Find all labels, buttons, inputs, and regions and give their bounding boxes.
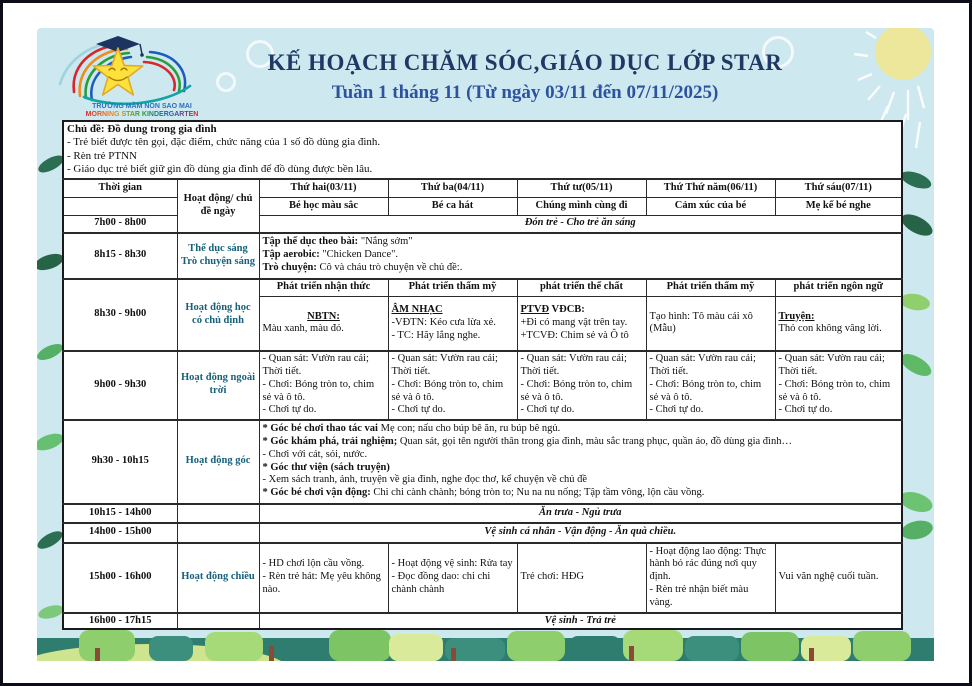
time-slot: 7h00 - 8h00 <box>63 216 177 233</box>
time-slot: 9h00 - 9h30 <box>63 351 177 420</box>
day-topic-thursday: Cảm xúc của bé <box>646 198 775 216</box>
outdoor-friday: - Quan sát: Vườn rau cải; Thời tiết. - Chơi: Bóng tròn to, chim sẻ và ô tô. - Chơi tự do. <box>775 351 902 420</box>
theme-name: Đồ dung trong gia đình <box>107 123 217 135</box>
activity-column-header: Hoạt động/ chủ đề ngày <box>177 179 259 233</box>
day-header-monday: Thứ hai(03/11) <box>259 179 388 198</box>
day-header-tuesday: Thứ ba(04/11) <box>388 179 517 198</box>
activity-label: Hoạt động học có chủ định <box>177 279 259 351</box>
day-topic-monday: Bé học màu sắc <box>259 198 388 216</box>
day-header-wednesday: Thứ tư(05/11) <box>517 179 646 198</box>
afternoon-tuesday: - Hoạt động vệ sinh: Rửa tay - Đọc đồng dao: chi chi chành chành <box>388 543 517 613</box>
domain-header: phát triển thể chất <box>517 279 646 297</box>
lesson-monday: NBTN: Màu xanh, màu đỏ. <box>259 297 388 351</box>
header-titles <box>230 50 820 104</box>
time-slot: 14h00 - 15h00 <box>63 523 177 543</box>
lunch-nap-cell: Ăn trưa - Ngủ trưa <box>259 504 902 523</box>
leaf-decoration-right <box>900 120 934 625</box>
empty-cell <box>177 613 259 630</box>
afternoon-wednesday: Trẻ chơi: HĐG <box>517 543 646 613</box>
activity-label: Hoạt động ngoài trời <box>177 351 259 420</box>
theme-goal: - Trẻ biết được tên gọi, đặc điểm, chức năng của 1 số đồ dùng gia đình. <box>67 136 381 149</box>
time-column-header: Thời gian <box>63 179 177 198</box>
afternoon-thursday: - Hoạt động lao động: Thực hành bỏ rác đúng nơi quy định. - Rèn trẻ nhận biết màu vàng. <box>646 543 775 613</box>
morning-exercise-cell: Tập thể dục theo bài: "Nắng sớm" Tập aerobic: "Chicken Dance". Trò chuyện: Cô và cháu trò chuyện về chủ đề:. <box>259 233 902 279</box>
time-slot: 10h15 - 14h00 <box>63 504 177 523</box>
time-slot: 16h00 - 17h15 <box>63 613 177 630</box>
empty-cell <box>177 523 259 543</box>
outdoor-thursday: - Quan sát: Vườn rau cải; Thời tiết. - Chơi: Bóng tròn to, chim sẻ và ô tô. - Chơi tự do. <box>646 351 775 420</box>
time-slot: 8h15 - 8h30 <box>63 233 177 279</box>
afternoon-friday: Vui văn nghệ cuối tuần. <box>775 543 902 613</box>
outdoor-wednesday: - Quan sát: Vườn rau cải; Thời tiết. - Chơi: Bóng tròn to, chim sẻ và ô tô. - Chơi tự do. <box>517 351 646 420</box>
day-header-thursday: Thứ Thứ năm(06/11) <box>646 179 775 198</box>
day-topic-tuesday: Bé ca hát <box>388 198 517 216</box>
domain-header: Phát triển thẩm mỹ <box>646 279 775 297</box>
activity-label: Thể dục sáng Trò chuyện sáng <box>177 233 259 279</box>
time-slot: 15h00 - 16h00 <box>63 543 177 613</box>
play-corners-cell: * Góc bé chơi thao tác vai Mẹ con; nấu cho búp bê ăn, ru búp bê ngủ. * Góc khám phá, trải nghiệm; Quan sát, gọi tên người thân trong gia đình, màu sắc trang phục, quần áo, đồ dùng gia đình… - Chơi với cát, sỏi, nước. * Góc thư viện (sách truyện) - Xem sách tranh, ảnh, truyện về gia đình, nghe đọc thơ, kể chuyện về chủ đề * Góc bé chơi vận động: Chi chi cành chành; bóng tròn to; Nu na nu nống; Tập tầm vông, lộn cầu vồng. <box>259 420 902 504</box>
domain-header: Phát triển thẩm mỹ <box>388 279 517 297</box>
theme-goal: - Rèn trẻ PTNN <box>67 149 137 162</box>
day-header-friday: Thứ sáu(07/11) <box>775 179 902 198</box>
school-name-vietnamese: TRƯỜNG MẦM NON SAO MAI <box>92 103 192 110</box>
page-title: KẾ HOẠCH CHĂM SÓC,GIÁO DỤC LỚP STAR <box>267 50 783 75</box>
empty-cell <box>63 198 177 216</box>
arrival-activity: Đón trẻ - Cho trẻ ăn sáng <box>259 216 902 233</box>
forest-landscape <box>37 626 934 661</box>
day-topic-wednesday: Chúng mình cùng đi <box>517 198 646 216</box>
theme-label: Chủ đề: <box>67 123 105 135</box>
afternoon-monday: - HD chơi lộn cầu vồng. - Rèn trẻ hát: Mẹ yêu không nào. <box>259 543 388 613</box>
activity-label: Hoạt động chiều <box>177 543 259 613</box>
weekly-schedule-table <box>62 120 903 630</box>
domain-header: Phát triển nhận thức <box>259 279 388 297</box>
lesson-wednesday: PTVĐ VĐCB: +Đi có mang vật trên tay. +TCVĐ: Chim sẻ và Ô tô <box>517 297 646 351</box>
school-logo <box>52 34 232 120</box>
leaf-decoration-left <box>37 120 63 625</box>
domain-header: phát triển ngôn ngữ <box>775 279 902 297</box>
lesson-friday: Truyện: Thỏ con không vâng lời. <box>775 297 902 351</box>
theme-block <box>63 121 902 179</box>
dismissal-cell: Vệ sinh - Trả trẻ <box>259 613 902 630</box>
theme-goal: - Giáo dục trẻ biết giữ gìn đồ dùng gia đình để đồ dùng được bền lâu. <box>67 163 373 176</box>
time-slot: 8h30 - 9h00 <box>63 279 177 351</box>
school-name-english: MORNING STAR KINDERGARTEN <box>85 111 199 118</box>
day-topic-friday: Mẹ kể bé nghe <box>775 198 902 216</box>
page-subtitle: Tuần 1 tháng 11 (Từ ngày 03/11 đến 07/11/2025) <box>331 82 719 103</box>
time-slot: 9h30 - 10h15 <box>63 420 177 504</box>
activity-label: Hoạt động góc <box>177 420 259 504</box>
lesson-thursday: Tạo hình: Tô màu cái xô (Mẫu) <box>646 297 775 351</box>
lesson-tuesday: ÂM NHẠC -VĐTN: Kéo cưa lừa xẻ. - TC: Hãy lắng nghe. <box>388 297 517 351</box>
outdoor-tuesday: - Quan sát: Vườn rau cải; Thời tiết. - Chơi: Bóng tròn to, chim sẻ và ô tô. - Chơi tự do. <box>388 351 517 420</box>
hygiene-snack-cell: Vệ sinh cá nhân - Vận động - Ăn quà chiều. <box>259 523 902 543</box>
empty-cell <box>177 504 259 523</box>
outdoor-monday: - Quan sát: Vườn rau cải; Thời tiết. - Chơi: Bóng tròn to, chim sẻ và ô tô. - Chơi tự do. <box>259 351 388 420</box>
